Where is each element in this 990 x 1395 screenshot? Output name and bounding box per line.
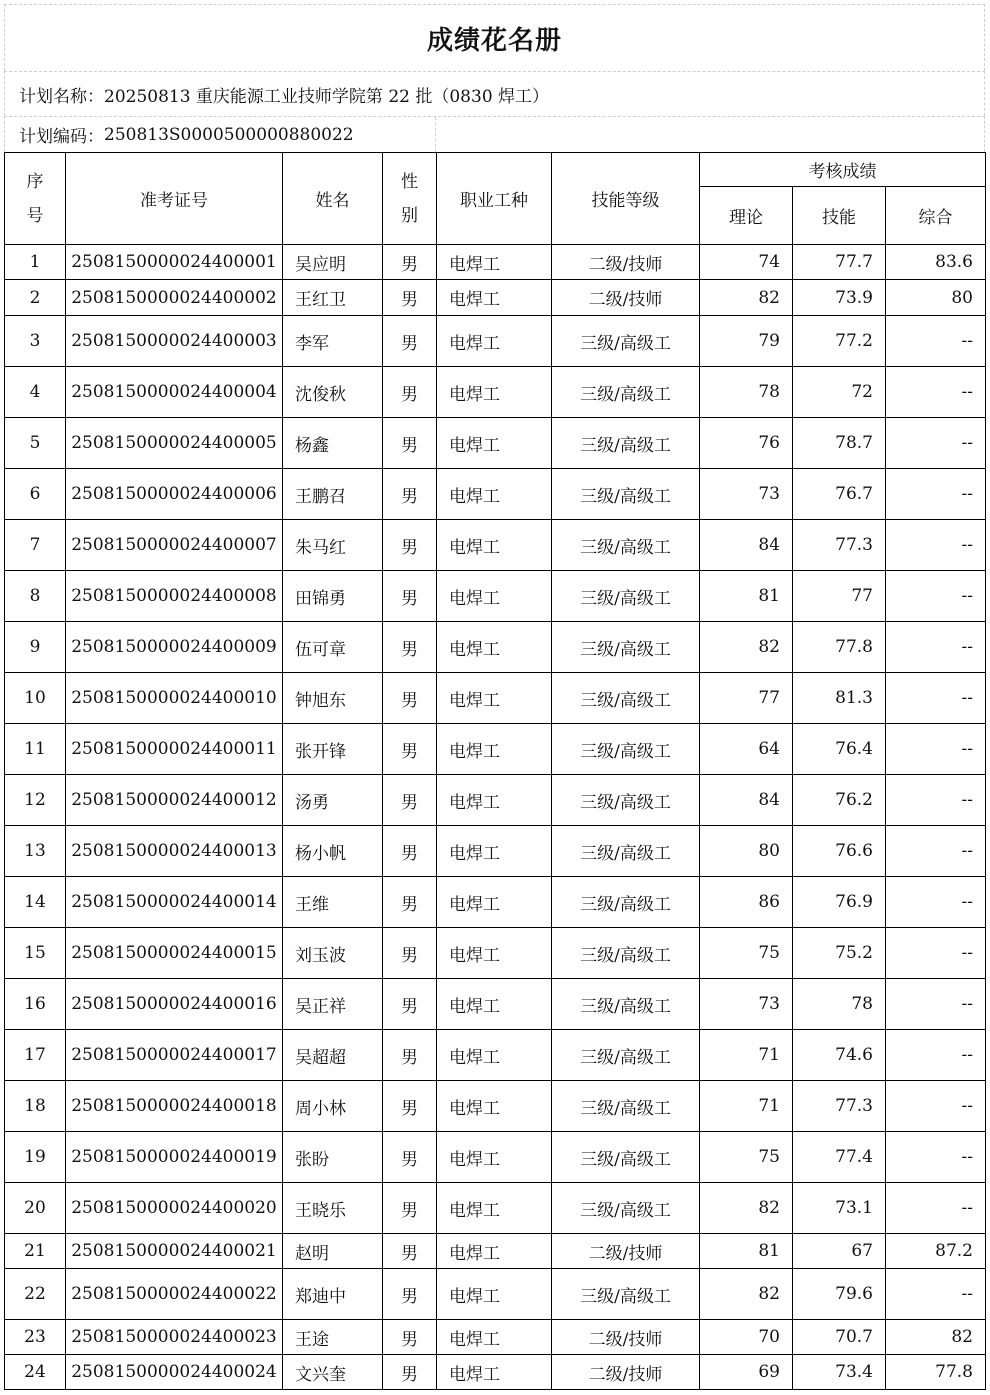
cell-seq: 5	[5, 418, 66, 469]
cell-overall: 82	[886, 1320, 986, 1355]
cell-gender: 男	[383, 245, 437, 280]
cell-job: 电焊工	[437, 1320, 552, 1355]
cell-seq: 20	[5, 1183, 66, 1234]
cell-gender: 男	[383, 1081, 437, 1132]
table-row	[5, 622, 986, 673]
header-gender: 性 别	[383, 153, 437, 245]
table-row	[5, 1234, 986, 1269]
cell-gender: 男	[383, 418, 437, 469]
cell-name: 杨鑫	[283, 418, 383, 469]
cell-seq: 23	[5, 1320, 66, 1355]
cell-name: 王红卫	[283, 280, 383, 316]
cell-name: 李军	[283, 316, 383, 367]
cell-ticket: 2508150000024400020	[66, 1183, 283, 1234]
cell-skill: 77.3	[793, 1081, 886, 1132]
cell-name: 张盼	[283, 1132, 383, 1183]
cell-job: 电焊工	[437, 1132, 552, 1183]
cell-gender: 男	[383, 1320, 437, 1355]
cell-ticket: 2508150000024400015	[66, 928, 283, 979]
cell-ticket: 2508150000024400005	[66, 418, 283, 469]
cell-seq: 18	[5, 1081, 66, 1132]
cell-seq: 16	[5, 979, 66, 1030]
cell-gender: 男	[383, 1355, 437, 1390]
cell-gender: 男	[383, 826, 437, 877]
cell-level: 三级/高级工	[552, 418, 700, 469]
cell-theory: 79	[700, 316, 793, 367]
cell-gender: 男	[383, 1132, 437, 1183]
cell-skill: 79.6	[793, 1269, 886, 1320]
table-row	[5, 877, 986, 928]
table-row	[5, 1320, 986, 1355]
cell-name: 王鹏召	[283, 469, 383, 520]
cell-gender: 男	[383, 673, 437, 724]
cell-overall: --	[886, 418, 986, 469]
cell-overall: --	[886, 1269, 986, 1320]
header-name: 姓名	[283, 153, 383, 245]
plan-code-value: 250813S0000500000880022	[104, 124, 354, 145]
cell-job: 电焊工	[437, 826, 552, 877]
cell-skill: 77.8	[793, 622, 886, 673]
cell-ticket: 2508150000024400006	[66, 469, 283, 520]
plan-code-line	[4, 116, 985, 152]
cell-seq: 12	[5, 775, 66, 826]
cell-seq: 4	[5, 367, 66, 418]
cell-overall: 83.6	[886, 245, 986, 280]
cell-theory: 70	[700, 1320, 793, 1355]
cell-name: 郑迪中	[283, 1269, 383, 1320]
cell-name: 吴超超	[283, 1030, 383, 1081]
cell-level: 二级/技师	[552, 245, 700, 280]
table-row	[5, 673, 986, 724]
cell-skill: 78	[793, 979, 886, 1030]
cell-seq: 11	[5, 724, 66, 775]
cell-job: 电焊工	[437, 520, 552, 571]
cell-gender: 男	[383, 316, 437, 367]
cell-skill: 77	[793, 571, 886, 622]
cell-overall: --	[886, 673, 986, 724]
cell-name: 张开锋	[283, 724, 383, 775]
cell-ticket: 2508150000024400014	[66, 877, 283, 928]
cell-overall: --	[886, 367, 986, 418]
cell-gender: 男	[383, 280, 437, 316]
cell-overall: --	[886, 316, 986, 367]
page-title: 成绩花名册	[4, 4, 985, 71]
cell-ticket: 2508150000024400022	[66, 1269, 283, 1320]
cell-seq: 15	[5, 928, 66, 979]
cell-job: 电焊工	[437, 979, 552, 1030]
table-row	[5, 775, 986, 826]
cell-name: 朱马红	[283, 520, 383, 571]
cell-theory: 73	[700, 469, 793, 520]
table-row	[5, 1183, 986, 1234]
cell-ticket: 2508150000024400001	[66, 245, 283, 280]
cell-seq: 3	[5, 316, 66, 367]
header-skill: 技能	[793, 187, 886, 245]
cell-level: 二级/技师	[552, 1234, 700, 1269]
table-row	[5, 520, 986, 571]
table-row	[5, 979, 986, 1030]
cell-overall: 87.2	[886, 1234, 986, 1269]
cell-ticket: 2508150000024400021	[66, 1234, 283, 1269]
cell-ticket: 2508150000024400003	[66, 316, 283, 367]
cell-theory: 86	[700, 877, 793, 928]
cell-name: 周小林	[283, 1081, 383, 1132]
cell-skill: 76.9	[793, 877, 886, 928]
cell-theory: 82	[700, 1183, 793, 1234]
cell-overall: 80	[886, 280, 986, 316]
cell-overall: --	[886, 826, 986, 877]
cell-job: 电焊工	[437, 245, 552, 280]
cell-theory: 71	[700, 1030, 793, 1081]
cell-overall: --	[886, 928, 986, 979]
cell-theory: 84	[700, 520, 793, 571]
cell-level: 三级/高级工	[552, 724, 700, 775]
cell-job: 电焊工	[437, 1269, 552, 1320]
cell-skill: 67	[793, 1234, 886, 1269]
plan-name-value: 20250813 重庆能源工业技师学院第 22 批（0830 焊工）	[104, 86, 550, 107]
cell-skill: 72	[793, 367, 886, 418]
cell-name: 沈俊秋	[283, 367, 383, 418]
roster-sheet	[4, 4, 985, 1390]
cell-seq: 13	[5, 826, 66, 877]
cell-gender: 男	[383, 877, 437, 928]
cell-theory: 82	[700, 280, 793, 316]
cell-job: 电焊工	[437, 280, 552, 316]
cell-gender: 男	[383, 1183, 437, 1234]
cell-skill: 77.7	[793, 245, 886, 280]
score-table	[4, 152, 986, 1390]
cell-job: 电焊工	[437, 1234, 552, 1269]
cell-ticket: 2508150000024400002	[66, 280, 283, 316]
cell-level: 二级/技师	[552, 1355, 700, 1390]
cell-job: 电焊工	[437, 418, 552, 469]
cell-name: 王途	[283, 1320, 383, 1355]
cell-overall: --	[886, 979, 986, 1030]
cell-ticket: 2508150000024400023	[66, 1320, 283, 1355]
table-row	[5, 1132, 986, 1183]
cell-seq: 19	[5, 1132, 66, 1183]
cell-level: 二级/技师	[552, 280, 700, 316]
cell-theory: 76	[700, 418, 793, 469]
cell-ticket: 2508150000024400010	[66, 673, 283, 724]
header-ticket: 准考证号	[66, 153, 283, 245]
cell-level: 三级/高级工	[552, 775, 700, 826]
cell-seq: 17	[5, 1030, 66, 1081]
cell-gender: 男	[383, 775, 437, 826]
cell-level: 三级/高级工	[552, 826, 700, 877]
cell-seq: 2	[5, 280, 66, 316]
plan-name-label: 计划名称：	[19, 86, 104, 107]
cell-ticket: 2508150000024400017	[66, 1030, 283, 1081]
cell-seq: 10	[5, 673, 66, 724]
cell-ticket: 2508150000024400018	[66, 1081, 283, 1132]
cell-job: 电焊工	[437, 1030, 552, 1081]
cell-seq: 14	[5, 877, 66, 928]
cell-theory: 82	[700, 1269, 793, 1320]
cell-skill: 76.2	[793, 775, 886, 826]
cell-job: 电焊工	[437, 622, 552, 673]
header-level: 技能等级	[552, 153, 700, 245]
header-overall: 综合	[886, 187, 986, 245]
cell-theory: 80	[700, 826, 793, 877]
cell-theory: 84	[700, 775, 793, 826]
cell-ticket: 2508150000024400019	[66, 1132, 283, 1183]
cell-name: 王晓乐	[283, 1183, 383, 1234]
cell-level: 三级/高级工	[552, 520, 700, 571]
table-row	[5, 469, 986, 520]
cell-theory: 77	[700, 673, 793, 724]
cell-gender: 男	[383, 469, 437, 520]
table-row	[5, 928, 986, 979]
cell-gender: 男	[383, 571, 437, 622]
cell-gender: 男	[383, 928, 437, 979]
cell-ticket: 2508150000024400016	[66, 979, 283, 1030]
cell-overall: --	[886, 1081, 986, 1132]
cell-overall: --	[886, 469, 986, 520]
cell-skill: 77.4	[793, 1132, 886, 1183]
cell-level: 三级/高级工	[552, 367, 700, 418]
table-row	[5, 571, 986, 622]
cell-skill: 73.1	[793, 1183, 886, 1234]
cell-seq: 8	[5, 571, 66, 622]
cell-seq: 22	[5, 1269, 66, 1320]
cell-theory: 82	[700, 622, 793, 673]
cell-name: 杨小帆	[283, 826, 383, 877]
table-row	[5, 1355, 986, 1390]
cell-skill: 75.2	[793, 928, 886, 979]
cell-theory: 81	[700, 571, 793, 622]
table-row	[5, 1269, 986, 1320]
cell-theory: 69	[700, 1355, 793, 1390]
plan-name-line	[4, 71, 985, 116]
cell-level: 二级/技师	[552, 1320, 700, 1355]
header-job: 职业工种	[437, 153, 552, 245]
cell-level: 三级/高级工	[552, 673, 700, 724]
table-body	[5, 245, 986, 1390]
cell-theory: 75	[700, 928, 793, 979]
cell-seq: 24	[5, 1355, 66, 1390]
cell-theory: 81	[700, 1234, 793, 1269]
cell-skill: 73.4	[793, 1355, 886, 1390]
cell-seq: 9	[5, 622, 66, 673]
cell-skill: 77.3	[793, 520, 886, 571]
cell-name: 钟旭东	[283, 673, 383, 724]
cell-gender: 男	[383, 1030, 437, 1081]
table-row	[5, 245, 986, 280]
cell-theory: 73	[700, 979, 793, 1030]
cell-gender: 男	[383, 724, 437, 775]
cell-theory: 78	[700, 367, 793, 418]
cell-ticket: 2508150000024400012	[66, 775, 283, 826]
cell-level: 三级/高级工	[552, 928, 700, 979]
cell-ticket: 2508150000024400009	[66, 622, 283, 673]
cell-level: 三级/高级工	[552, 1132, 700, 1183]
cell-overall: --	[886, 520, 986, 571]
dashed-divider	[435, 117, 436, 152]
cell-job: 电焊工	[437, 469, 552, 520]
header-scores: 考核成绩	[700, 153, 986, 187]
cell-overall: --	[886, 877, 986, 928]
cell-overall: --	[886, 622, 986, 673]
cell-overall: --	[886, 1030, 986, 1081]
cell-overall: --	[886, 571, 986, 622]
cell-theory: 74	[700, 245, 793, 280]
cell-name: 文兴奎	[283, 1355, 383, 1390]
cell-skill: 70.7	[793, 1320, 886, 1355]
cell-name: 吴正祥	[283, 979, 383, 1030]
cell-level: 三级/高级工	[552, 316, 700, 367]
table-row	[5, 280, 986, 316]
cell-gender: 男	[383, 367, 437, 418]
cell-skill: 76.4	[793, 724, 886, 775]
cell-overall: 77.8	[886, 1355, 986, 1390]
header-theory: 理论	[700, 187, 793, 245]
cell-theory: 75	[700, 1132, 793, 1183]
cell-name: 吴应明	[283, 245, 383, 280]
cell-skill: 74.6	[793, 1030, 886, 1081]
cell-ticket: 2508150000024400007	[66, 520, 283, 571]
cell-job: 电焊工	[437, 673, 552, 724]
cell-skill: 76.7	[793, 469, 886, 520]
cell-level: 三级/高级工	[552, 1269, 700, 1320]
table-row	[5, 826, 986, 877]
cell-ticket: 2508150000024400024	[66, 1355, 283, 1390]
cell-skill: 77.2	[793, 316, 886, 367]
cell-name: 赵明	[283, 1234, 383, 1269]
cell-seq: 6	[5, 469, 66, 520]
table-row	[5, 418, 986, 469]
cell-gender: 男	[383, 1234, 437, 1269]
cell-name: 王维	[283, 877, 383, 928]
cell-seq: 7	[5, 520, 66, 571]
cell-job: 电焊工	[437, 571, 552, 622]
cell-level: 三级/高级工	[552, 469, 700, 520]
cell-ticket: 2508150000024400004	[66, 367, 283, 418]
cell-ticket: 2508150000024400008	[66, 571, 283, 622]
cell-level: 三级/高级工	[552, 877, 700, 928]
cell-level: 三级/高级工	[552, 1081, 700, 1132]
cell-seq: 1	[5, 245, 66, 280]
cell-job: 电焊工	[437, 1183, 552, 1234]
cell-overall: --	[886, 1132, 986, 1183]
cell-level: 三级/高级工	[552, 1183, 700, 1234]
cell-job: 电焊工	[437, 877, 552, 928]
cell-skill: 76.6	[793, 826, 886, 877]
plan-code-label: 计划编码：	[19, 127, 104, 147]
cell-name: 刘玉波	[283, 928, 383, 979]
table-row	[5, 367, 986, 418]
cell-gender: 男	[383, 622, 437, 673]
cell-gender: 男	[383, 520, 437, 571]
cell-seq: 21	[5, 1234, 66, 1269]
cell-skill: 73.9	[793, 280, 886, 316]
header-seq: 序 号	[5, 153, 66, 245]
cell-job: 电焊工	[437, 1081, 552, 1132]
table-row	[5, 724, 986, 775]
cell-ticket: 2508150000024400011	[66, 724, 283, 775]
cell-name: 田锦勇	[283, 571, 383, 622]
cell-theory: 71	[700, 1081, 793, 1132]
cell-level: 三级/高级工	[552, 1030, 700, 1081]
cell-skill: 81.3	[793, 673, 886, 724]
cell-gender: 男	[383, 979, 437, 1030]
table-row	[5, 1030, 986, 1081]
cell-job: 电焊工	[437, 316, 552, 367]
cell-overall: --	[886, 775, 986, 826]
cell-job: 电焊工	[437, 367, 552, 418]
cell-job: 电焊工	[437, 1355, 552, 1390]
cell-gender: 男	[383, 1269, 437, 1320]
cell-level: 三级/高级工	[552, 622, 700, 673]
cell-level: 三级/高级工	[552, 979, 700, 1030]
cell-overall: --	[886, 724, 986, 775]
table-row	[5, 1081, 986, 1132]
cell-job: 电焊工	[437, 724, 552, 775]
cell-name: 伍可章	[283, 622, 383, 673]
cell-job: 电焊工	[437, 928, 552, 979]
cell-ticket: 2508150000024400013	[66, 826, 283, 877]
table-row	[5, 316, 986, 367]
cell-job: 电焊工	[437, 775, 552, 826]
cell-name: 汤勇	[283, 775, 383, 826]
cell-overall: --	[886, 1183, 986, 1234]
cell-level: 三级/高级工	[552, 571, 700, 622]
cell-theory: 64	[700, 724, 793, 775]
table-header	[5, 153, 986, 245]
cell-skill: 78.7	[793, 418, 886, 469]
